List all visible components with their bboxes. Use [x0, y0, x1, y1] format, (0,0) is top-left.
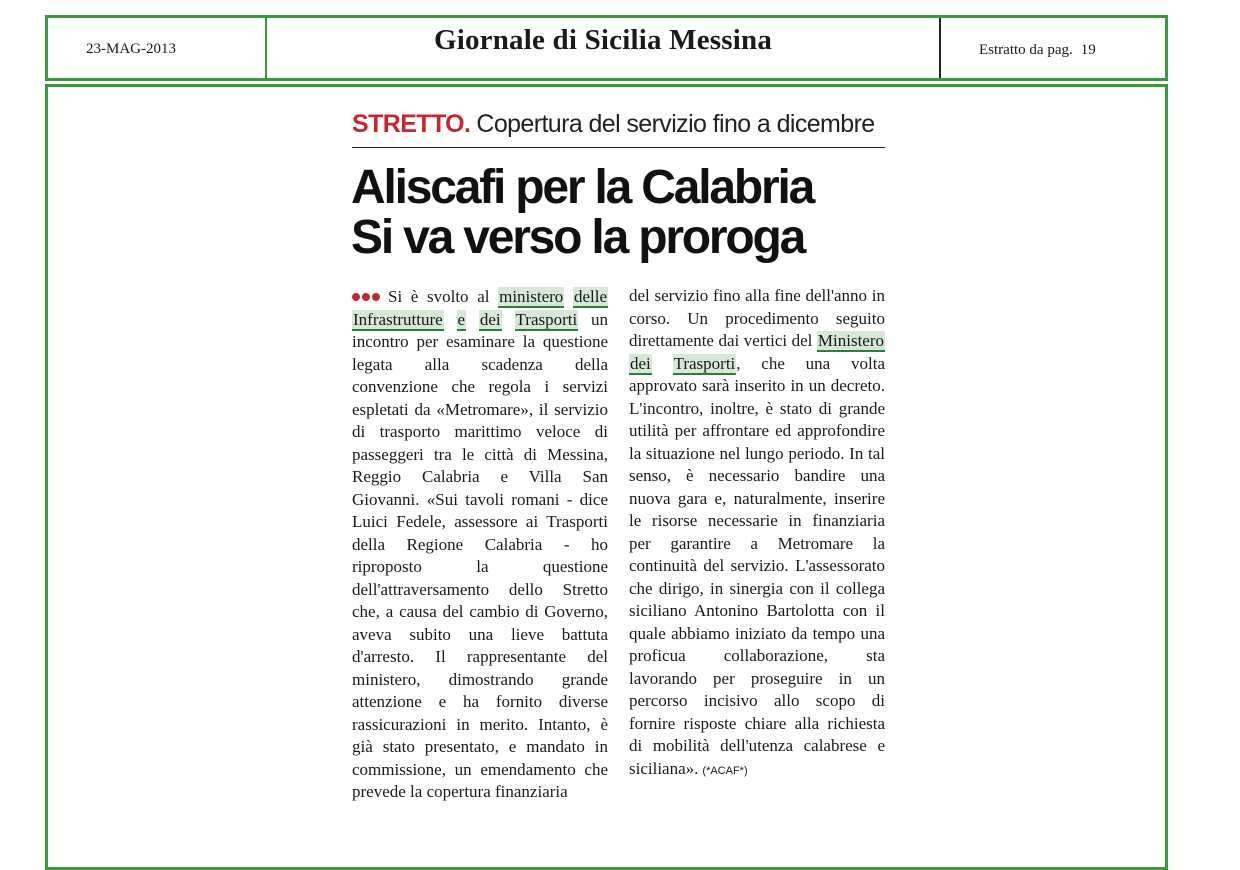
highlight-ministero-2: Ministero: [817, 331, 884, 350]
header-page-cell: [939, 18, 1167, 78]
article-column-1: [352, 285, 608, 804]
highlight-dei-2: dei: [630, 353, 651, 373]
highlight-trasporti-2: Trasporti: [673, 353, 736, 373]
col2-text-rest: , che una volta approvato sarà inserito in un decreto. L'incontro, inoltre, è stato di grande utilità per affrontare ed approfondire la situazione nel lungo periodo. In tal senso, è necessario bandire una nuova gara e, naturalmente, inserire le risorse necessarie in finanziaria per garantire a Metromare la continuità del servizio. L'assessorato che dirigo, in sinergia con il collega siciliano Antonino Bartolotta con il quale abbiamo iniziato da tempo una proficua collaborazione, sta lavorando per proseguire in un percorso incisivo allo scopo di fornire risposte chiare alla richiesta di mobilità dell'utenza calabrese e siciliana».: [629, 353, 885, 778]
headline-line-2: Si va verso la proroga: [351, 211, 805, 264]
article-headline: [351, 163, 911, 263]
col2-text-start: del servizio fino alla fine dell'anno in corso. Un procedimento seguito direttamente dai vertici del: [629, 286, 885, 350]
highlight-delle: delle: [573, 287, 607, 306]
column-1-text: [352, 285, 608, 804]
highlight-trasporti: Trasporti: [515, 309, 578, 329]
column-2-text: [629, 285, 885, 782]
kicker-divider: [352, 147, 885, 148]
col1-text-start: Si è svolto al: [388, 287, 499, 306]
page-number: 19: [1080, 42, 1096, 58]
article-kicker: [352, 110, 885, 139]
header-date: 23-MAG-2013: [86, 41, 176, 57]
header-date-cell: [48, 18, 267, 78]
header-frame: [45, 15, 1168, 81]
publication-title: Giornale di Sicilia Messina: [433, 24, 773, 56]
highlight-e: e: [457, 309, 466, 329]
kicker-label: STRETTO.: [352, 110, 471, 138]
headline-line-1: Aliscafi per la Calabria: [351, 161, 814, 214]
extract-info: [979, 42, 1096, 59]
extract-label: Estratto da pag.: [979, 42, 1073, 58]
highlight-dei: dei: [479, 309, 501, 329]
highlight-ministero: ministero: [499, 287, 564, 306]
kicker-text: Copertura del servizio fino a dicembre: [476, 110, 875, 138]
highlight-infrastrutture: Infrastrutture: [353, 309, 443, 329]
article-column-2: [629, 285, 885, 782]
col1-text-rest: un incontro per esaminare la questione legata alla scadenza della convenzione che regola i servizi espletati da «Metromare», il servizio di trasporto marittimo veloce di passeggeri tra le città di Messina, Reggio Calabria e Villa San Giovanni. «Sui tavoli romani - dice Luici Fedele, assessore ai Trasporti della Regione Calabria - ho riproposto la questione dell'attraversamento dello Stretto che, a causa del cambio di Governo, aveva subito una lieve battuta d'arresto. Il rappresentante del ministero, dimostrando grande attenzione e ha fornito diverse rassicurazioni in merito. Intanto, è già stato presentato, e mandato in commissione, un emendamento che prevede la copertura finanziaria: [352, 309, 609, 801]
author-signature: (*ACAF*): [702, 764, 748, 777]
bullet-dots-icon: [352, 285, 382, 308]
header-title-cell: [267, 18, 939, 78]
